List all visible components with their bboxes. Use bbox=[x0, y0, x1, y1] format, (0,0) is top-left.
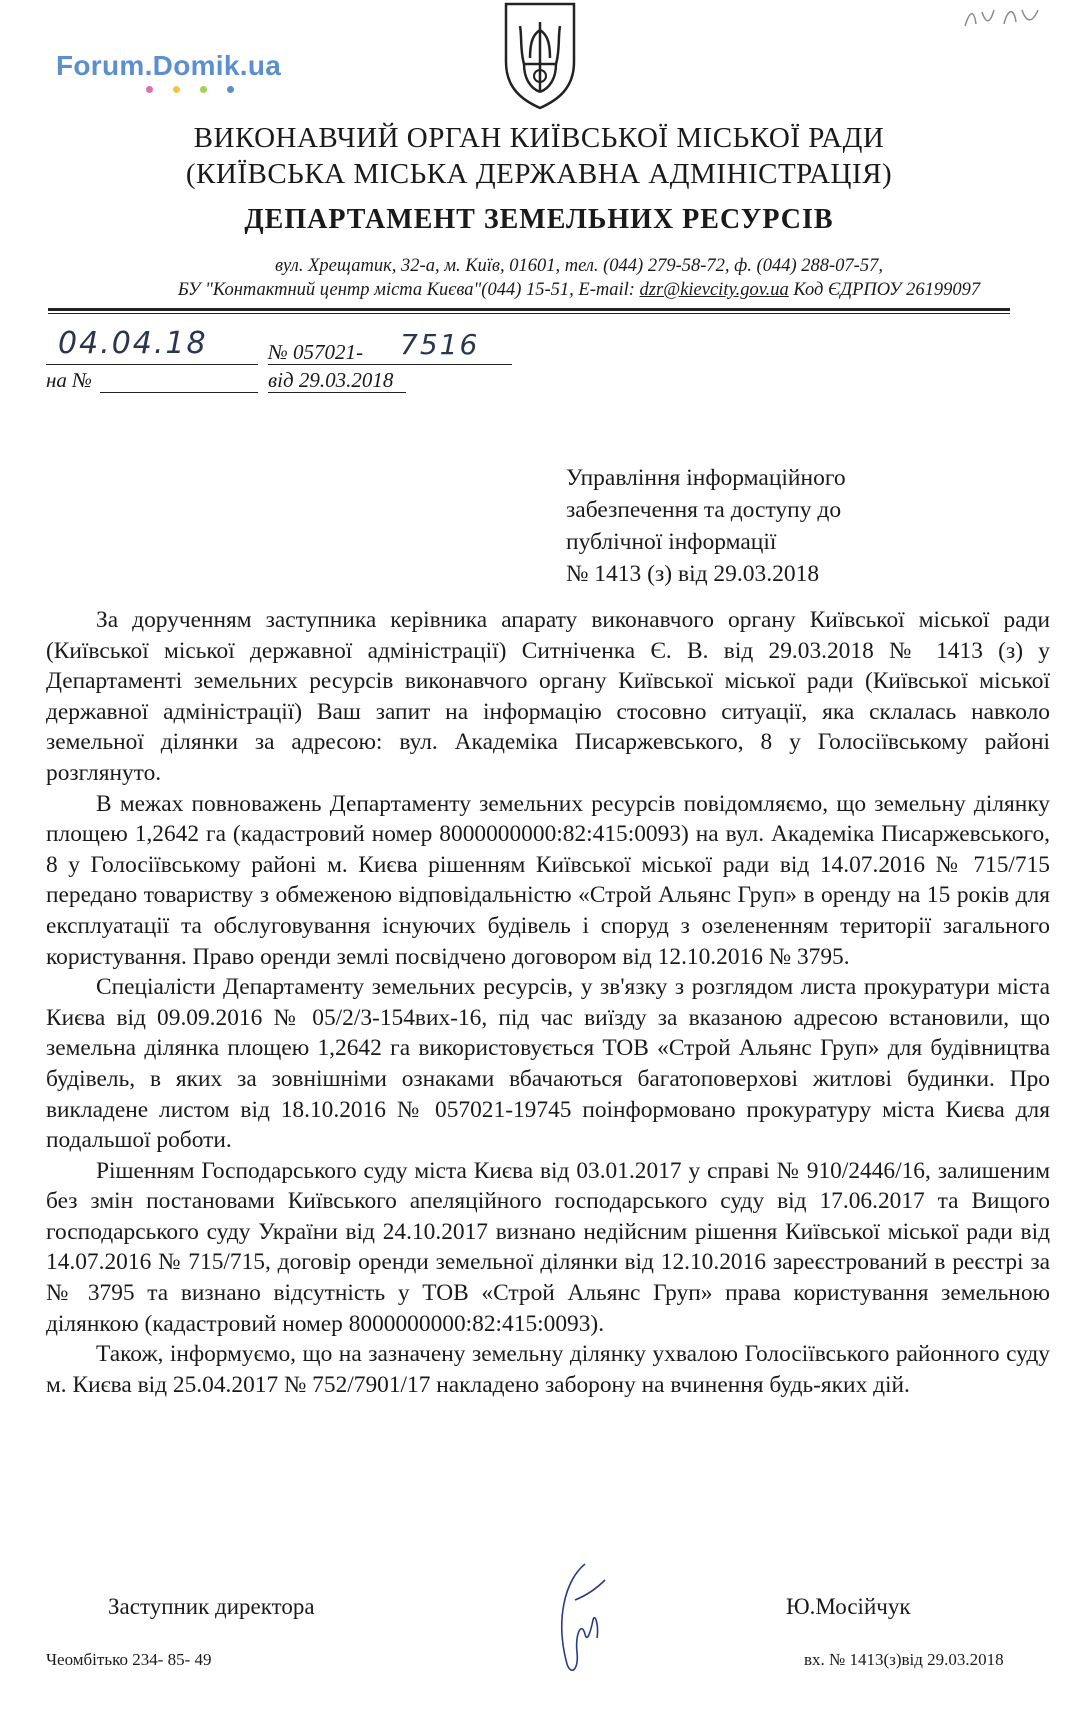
address-contact-center: БУ "Контактний центр міста Києва"(044) 15-51, E-mail: bbox=[177, 280, 640, 300]
number-underline bbox=[268, 364, 512, 365]
handwritten-number: 7516 bbox=[400, 328, 480, 361]
addressee-line: забезпечення та доступу до bbox=[566, 497, 842, 523]
outgoing-number-label: № 057021- bbox=[268, 340, 364, 364]
watermark-dots bbox=[146, 86, 281, 93]
org-title-line2: (КИЇВСЬКА МІСЬКА ДЕРЖАВНА АДМІНІСТРАЦІЯ) bbox=[185, 158, 893, 190]
address-line1: вул. Хрещатик, 32-а, м. Київ, 01601, тел. (044) 279-58-72, ф. (044) 288-07-57, bbox=[275, 256, 883, 276]
address-edrpou: Код ЄДРПОУ 26199097 bbox=[788, 280, 981, 300]
addressee-block bbox=[566, 462, 846, 590]
header-divider-thick bbox=[48, 308, 1010, 311]
signatory-title: Заступник директора bbox=[108, 1594, 315, 1619]
date-underline bbox=[46, 364, 258, 365]
incoming-reference: вх. № 1413(з)від 29.03.2018 bbox=[804, 1650, 1004, 1669]
watermark-logo bbox=[56, 50, 281, 93]
addressee-reference: № 1413 (з) від 29.03.2018 bbox=[566, 561, 820, 587]
coat-of-arms-icon bbox=[500, 0, 580, 112]
reference-na-label: на № bbox=[46, 368, 92, 392]
watermark-dot bbox=[200, 86, 207, 93]
watermark-dot bbox=[227, 86, 234, 93]
addressee-line: Управління інформаційного bbox=[566, 465, 846, 491]
watermark-dot bbox=[173, 86, 180, 93]
body-paragraph: Рішенням Господарського суду міста Києва від 03.01.2017 у справі № 910/2446/16, залишеним без змін постановами Київського апеляційного господарського суду від 17.06.2017 та Вищого господарського суду України від 24.10.2017 визнано недійсним рішення Київської міської ради від 14.07.2016 № 715/715, договір оренди земельної ділянки від 12.10.2016 зареєстрований в реєстрі за № 3795 та визнано відсутність у ТОВ «Строй Альянс Груп» права користування земельною ділянкою (кадастровий номер 8000000000:82:415:0093). bbox=[46, 1157, 1050, 1337]
body-paragraph: В межах повноважень Департаменту земельних ресурсів повідомляємо, що земельну ділянку площею 1,2642 га (кадастровий номер 8000000000:82:415:0093) на вул. Академіка Писаржевського, 8 у Голосіївському районі м. Києва рішенням Київської міської ради від 14.07.2016 № 715/715 передано товариству з обмеженою відповідальністю «Строй Альянс Груп» в оренду на 15 років для експлуатації та обслуговування існуючих будівель і споруд з озелененням території загального користування. Право оренди землі посвідчено договором від 12.10.2016 № 3795. bbox=[46, 790, 1050, 970]
header-divider-thin bbox=[48, 313, 1010, 314]
reference-date: від 29.03.2018 bbox=[268, 368, 394, 392]
body-paragraph: Також, інформуємо, що на зазначену земельну ділянку ухвалою Голосіївського районного суду м. Києва від 25.04.2017 № 752/7901/17 накладено заборону на вчинення будь-яких дій. bbox=[46, 1341, 1050, 1398]
addressee-line: публічної інформації bbox=[566, 529, 777, 555]
address-email: dzr@kievcity.gov.ua bbox=[639, 280, 789, 300]
letter-body bbox=[46, 605, 1050, 1400]
body-paragraph: Спеціалісти Департаменту земельних ресурсів, у зв'язку з розглядом листа прокуратури міста Києва від 09.09.2016 № 05/2/3-154вих-16, під час виїзду за вказаною адресою встановили, що земельна ділянка площею 1,2642 га використовується ТОВ «Строй Альянс Груп» для будівництва будівель, в яких за зовнішніми ознаками вбачаються багатоповерхові житлові будинки. Про викладене листом від 18.10.2016 № 057021-19745 поінформовано прокуратуру міста Києва для подальшої роботи. bbox=[46, 974, 1050, 1154]
handwritten-signature bbox=[545, 1560, 615, 1680]
reference-date-underline bbox=[268, 392, 406, 393]
signatory-name: Ю.Мосійчук bbox=[786, 1594, 911, 1619]
watermark-text: Forum.Domik.ua bbox=[56, 50, 282, 81]
org-title-line1: ВИКОНАВЧИЙ ОРГАН КИЇВСЬКОЇ МІСЬКОЇ РАДИ bbox=[193, 122, 885, 154]
corner-scribble bbox=[960, 2, 1060, 32]
address-line2 bbox=[40, 280, 1078, 301]
watermark-dot bbox=[146, 86, 153, 93]
department-title: ДЕПАРТАМЕНТ ЗЕМЕЛЬНИХ РЕСУРСІВ bbox=[244, 204, 834, 235]
body-paragraph: За дорученням заступника керівника апарату виконавчого органу Київської міської ради (Київської міської державної адміністрації) Ситніченка Є. В. від 29.03.2018 № 1413 (з) у Департаменті земельних ресурсів виконавчого органу Київської міської ради (Київської міської державної адміністрації) Ваш запит на інформацію стосовно ситуації, яка склалась навколо земельної ділянки за адресою: вул. Академіка Писаржевського, 8 у Голосіївському районі розглянуто. bbox=[46, 607, 1050, 786]
handwritten-date: 04.04.18 bbox=[58, 326, 208, 361]
executor-info: Чеомбітько 234- 85- 49 bbox=[46, 1650, 212, 1669]
reference-underline bbox=[100, 392, 258, 393]
